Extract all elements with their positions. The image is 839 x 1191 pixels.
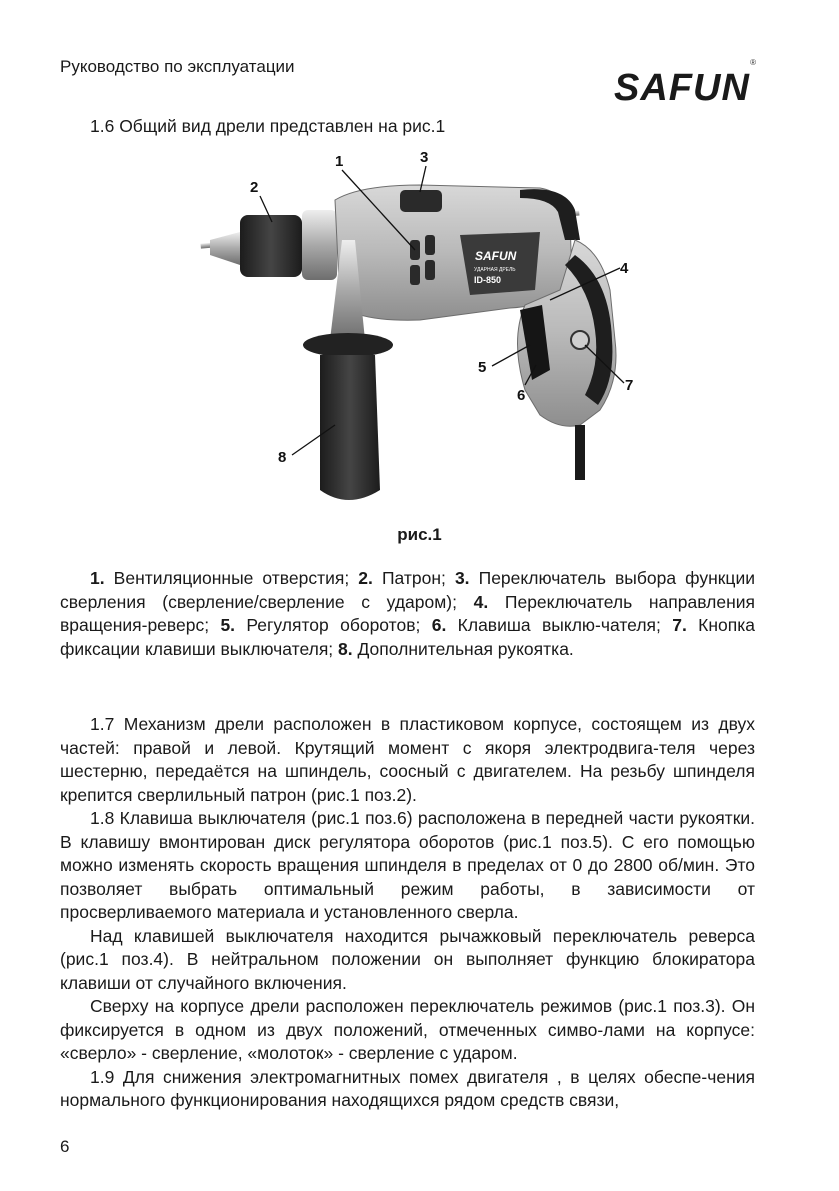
- legend-item-text: Регулятор оборотов;: [235, 615, 432, 635]
- tool-sublabel: УДАРНАЯ ДРЕЛЬ: [474, 267, 516, 273]
- paragraph-1-9: 1.9 Для снижения электромагнитных помех двигателя , в целях обеспе-чения нормального функционирования находящихся рядом средств связи,: [60, 1066, 755, 1110]
- callout-4: 4: [620, 260, 629, 277]
- logo-mark: [612, 60, 752, 106]
- legend-item-text: Переключатель направления вращения-реверс;: [60, 591, 755, 635]
- paragraph-reverse: Над клавишей выключателя находится рычажковый переключатель реверса (рис.1 поз.4). В нейтральном положении он выполняет функцию блокиратора клавиши от случайного включения.: [60, 925, 755, 993]
- drill-figure: [180, 140, 680, 520]
- legend-number: 6.: [431, 615, 447, 635]
- paragraph-1-8: 1.8 Клавиша выключателя (рис.1 поз.6) расположена в передней части рукоятки. В клавишу вмонтирован диск регулятора оборотов (рис.1 поз.5). С его помощью можно изменять скорость вращения шпинделя в пределах от 0 до 2800 об/мин. Это позволяет выбрать оптимальный режим работы, в зависимости от просверливаемого материала и установленного сверла.: [60, 808, 755, 922]
- legend-item-text: Кнопка фиксации клавиши выключателя;: [60, 615, 756, 659]
- legend-item-text: Дополнительная рукоятка.: [352, 638, 574, 659]
- drill-illustration: [180, 140, 680, 520]
- figure-caption: рис.1: [397, 525, 442, 544]
- side-handle-guard: [303, 333, 393, 357]
- paragraph-1-7: 1.7 Механизм дрели расположен в пластиковом корпусе, состоящем из двух частей: правой и левой. Крутящий момент с якоря электродвига-теля через шестерню, передаётся на шпиндель, соосный с двигателем. На резьбу шпинделя крепится сверлильный патрон (рис.1 поз.2).: [60, 714, 755, 805]
- callout-5: 5: [478, 359, 487, 376]
- legend-text: [60, 567, 755, 661]
- registered-mark: ®: [750, 58, 756, 67]
- legend-item-text: Вентиляционные отверстия;: [104, 568, 359, 588]
- legend-number: 4.: [473, 591, 489, 612]
- page-number: 6: [60, 1137, 70, 1156]
- tool-model: ID-850: [474, 275, 502, 285]
- legend-number: 3.: [454, 568, 470, 588]
- callout-7: 7: [625, 377, 634, 394]
- logo-text: SAFUN: [614, 67, 750, 106]
- callout-6: 6: [517, 387, 526, 404]
- power-cord: [575, 425, 585, 480]
- paragraph-mode-switch: Сверху на корпусе дрели расположен переключатель режимов (рис.1 поз.3). Он фиксируется в одном из двух положений, отмеченных симво-лами на корпусе: «сверло» - сверление, «молоток» - сверление с ударом.: [60, 996, 755, 1063]
- side-handle-grip: [320, 355, 380, 500]
- collar: [302, 210, 337, 280]
- legend-item-text: Переключатель выбора функции сверления (сверление/сверление с ударом);: [60, 568, 755, 612]
- callout-1: 1: [335, 153, 344, 170]
- legend-number: 5.: [220, 615, 236, 635]
- legend-number: 7.: [672, 615, 687, 635]
- callout-8: 8: [278, 449, 287, 466]
- tool-brand: SAFUN: [475, 249, 517, 263]
- intro-line: 1.6 Общий вид дрели представлен на рис.1: [90, 116, 446, 136]
- chuck: [240, 215, 302, 277]
- body-text: [60, 713, 755, 1113]
- legend-number: 1.: [90, 568, 105, 588]
- chuck-tip: [210, 232, 240, 265]
- legend-number: 8.: [338, 638, 353, 659]
- label-panel: [460, 232, 540, 295]
- callout-3: 3: [420, 149, 429, 166]
- legend-item-text: Патрон;: [372, 568, 455, 588]
- legend-item-text: Клавиша выклю-чателя;: [446, 615, 673, 635]
- safun-logo: [612, 58, 756, 106]
- legend-paragraph: [60, 567, 755, 661]
- mode-switch: [400, 190, 442, 212]
- header-title: Руководство по эксплуатации: [60, 57, 295, 76]
- callout-2: 2: [250, 179, 259, 196]
- legend-number: 2.: [358, 568, 373, 588]
